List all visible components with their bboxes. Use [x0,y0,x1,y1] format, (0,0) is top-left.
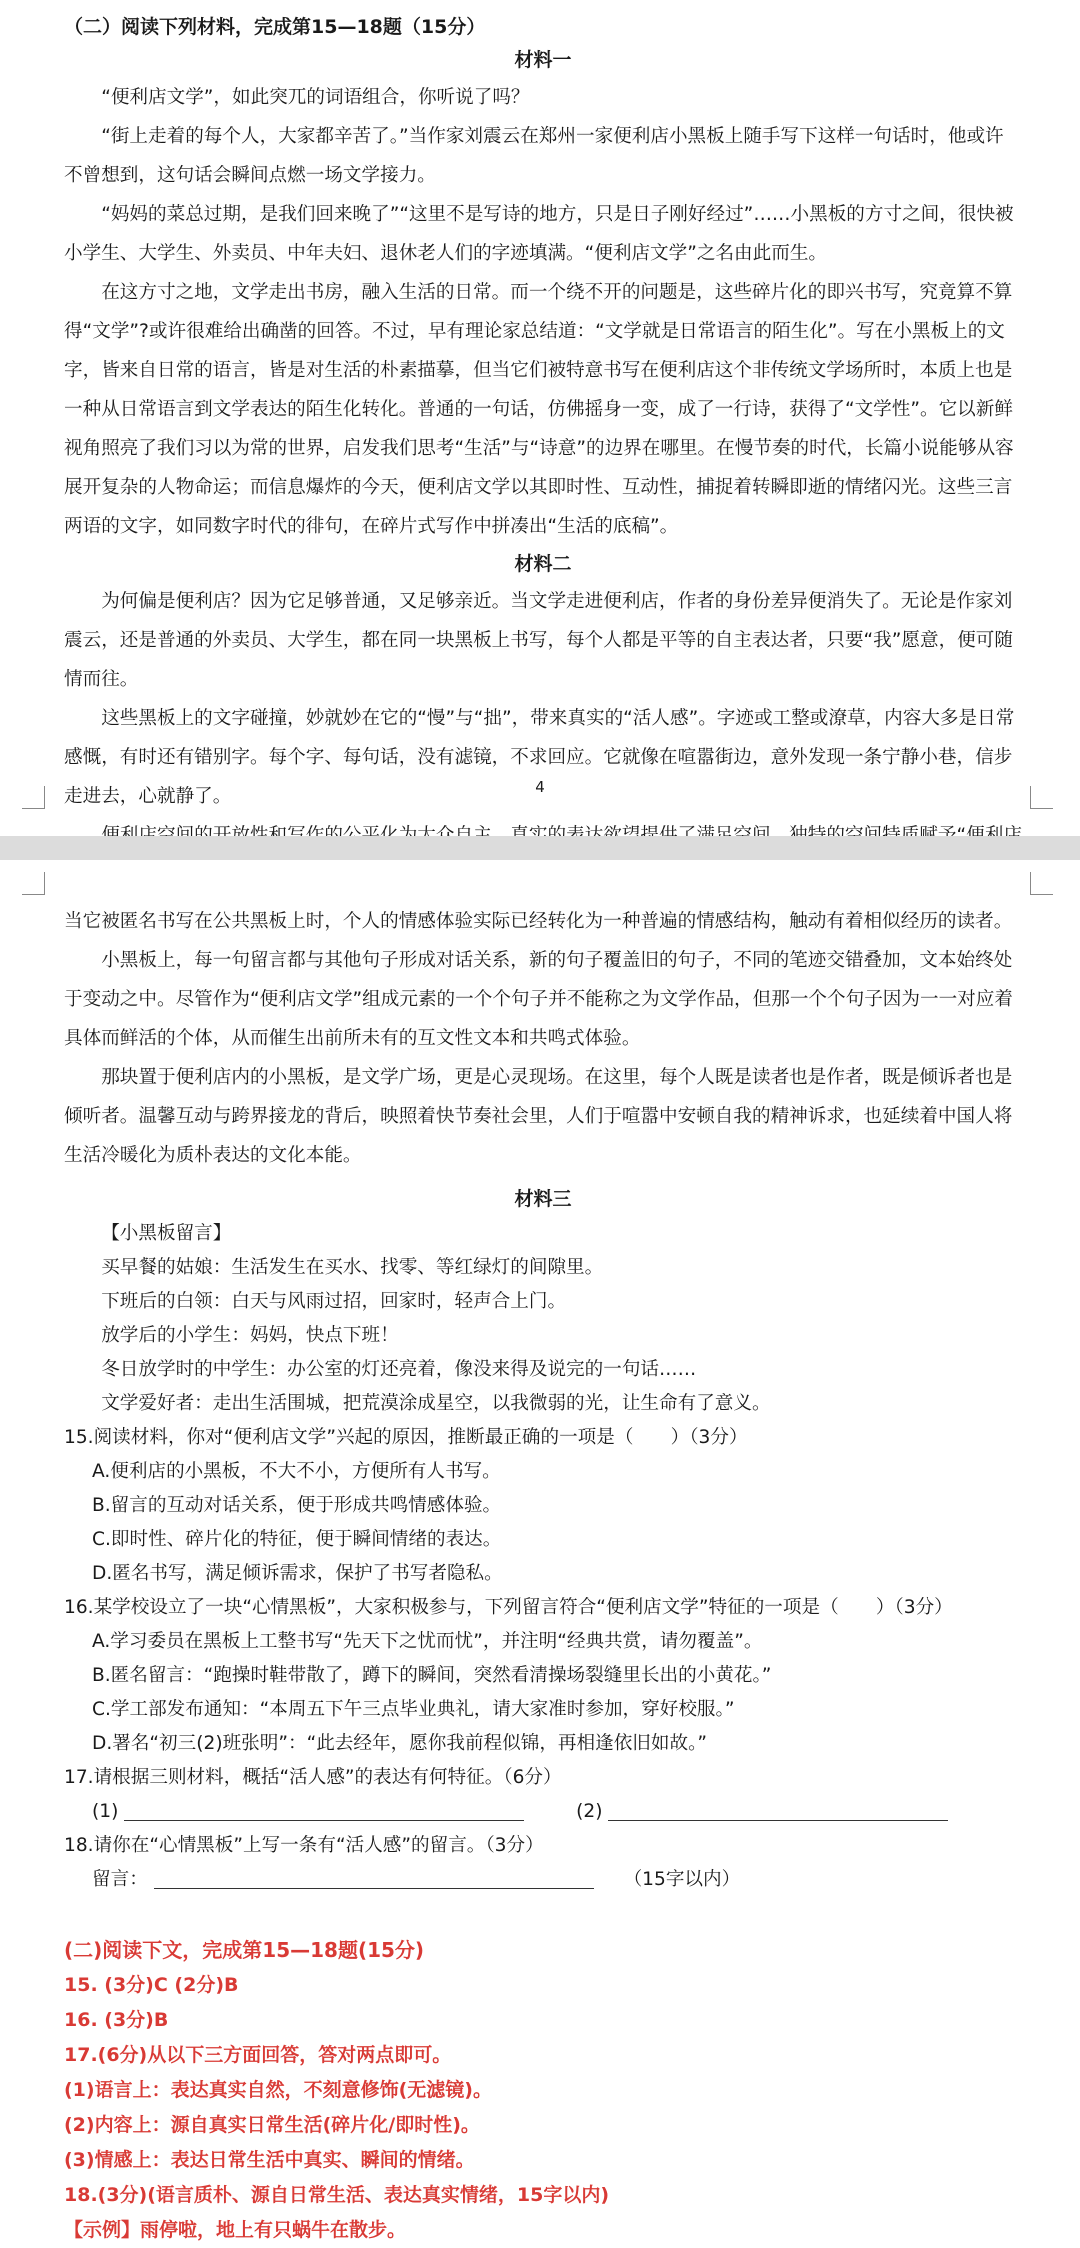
question-15-option-b: B.留言的互动对话关系，便于形成共鸣情感体验。 [92,1495,502,1516]
answer-blank-2[interactable] [608,1798,948,1821]
blackboard-message: 冬日放学时的中学生：办公室的灯还亮着，像没来得及说完的一句话…… [101,1359,697,1380]
question-16-stem: 16.某学校设立了一块“心情黑板”，大家积极参与，下列留言符合“便利店文学”特征的一项是（ ）（3分） [64,1597,953,1618]
question-16-option-c: C.学工部发布通知：“本周五下午三点毕业典礼，请大家准时参加，穿好校服。” [92,1699,735,1720]
blackboard-message: 买早餐的姑娘：生活发生在买水、找零、等红绿灯的间隙里。 [101,1257,604,1278]
page-number: 4 [535,778,545,796]
page-separator [0,836,1080,860]
blackboard-message: 放学后的小学生：妈妈，快点下班！ [101,1325,399,1346]
blackboard-label: 【小黑板留言】 [101,1223,232,1244]
question-16-option-a: A.学习委员在黑板上工整书写“先天下之忧而忧”，并注明“经典共赏，请勿覆盖”。 [92,1631,763,1652]
blackboard-message: 文学爱好者：走出生活围城，把荒漠涂成星空，以我微弱的光，让生命有了意义。 [101,1393,771,1414]
answer-example: 【示例】雨停啦，地上有只蜗牛在散步。 [64,2219,407,2241]
document-page-2 [0,860,1080,2241]
material-1-paragraph: “便利店文学”，如此突兀的词语组合，你听说了吗？ [101,87,530,108]
material-2-paragraph: 为何偏是便利店？因为它足够普通，又足够亲近。当文学走进便利店，作者的身份差异便消失了。无论是作家刘震云，还是普通的外卖员、大学生，都在同一块黑板上书写，每个人都是平等的自主表达者，只要“我”愿意，便可随情而往。 [64,591,1013,690]
answer-line: 15. (3分)C (2分)B [64,1974,239,1996]
section-title: （二）阅读下列材料，完成第15—18题（15分） [64,16,486,38]
answer-blank-1[interactable] [124,1798,524,1821]
blank-1-label: (1) [92,1801,119,1822]
question-17-stem: 17.请根据三则材料，概括“活人感”的表达有何特征。（6分） [64,1767,562,1788]
material-2-paragraph: 这些黑板上的文字碰撞，妙就妙在它的“慢”与“拙”，带来真实的“活人感”。字迹或工整或潦草，内容大多是日常感慨，有时还有错别字。每个字、每句话，没有滤镜，不求回应。它就像在喧嚣街边，意外发现一条宁静小巷，信步走进去，心就静了。 [64,708,1015,807]
question-17-blanks [64,1795,1022,1829]
material-1-title: 材料一 [514,49,572,71]
word-limit-note: （15字以内） [623,1869,741,1890]
question-15-stem: 15.阅读材料，你对“便利店文学”兴起的原因，推断最正确的一项是（ ）（3分） [64,1427,748,1448]
question-16-option-b: B.匿名留言：“跑操时鞋带散了，蹲下的瞬间，突然看清操场裂缝里长出的小黄花。” [92,1665,772,1686]
answer-line: (3)情感上：表达日常生活中真实、瞬间的情绪。 [64,2149,475,2171]
message-label: 留言： [92,1869,148,1890]
question-16-option-d: D.署名“初三(2)班张明”：“此去经年，愿你我前程似锦，再相逢依旧如故。” [92,1733,708,1754]
crop-mark [22,786,45,809]
crop-mark [22,872,45,895]
question-18-stem: 18.请你在“心情黑板”上写一条有“活人感”的留言。（3分） [64,1835,544,1856]
blackboard-message: 下班后的白领：白天与风雨过招，回家时，轻声合上门。 [101,1291,567,1312]
material-2-title: 材料二 [514,553,572,575]
blank-2-label: (2) [576,1801,603,1822]
document-page-1 [0,0,1080,836]
crop-mark [1030,786,1053,809]
material-3-title: 材料三 [514,1188,572,1210]
question-18-answer-line [64,1863,1022,1897]
answer-line: 17.(6分)从以下三方面回答，答对两点即可。 [64,2044,452,2066]
answer-line: 18.(3分)(语言质朴、源自日常生活、表达真实情绪，15字以内) [64,2184,610,2206]
question-15-option-a: A.便利店的小黑板，不大不小，方便所有人书写。 [92,1461,501,1482]
answer-line: 16. (3分)B [64,2009,169,2031]
question-15-option-d: D.匿名书写，满足倾诉需求，保护了书写者隐私。 [92,1563,503,1584]
answer-key [64,1933,1022,2248]
question-15-option-c: C.即时性、碎片化的特征，便于瞬间情绪的表达。 [92,1529,502,1550]
material-2-paragraph: 小黑板上，每一句留言都与其他句子形成对话关系，新的句子覆盖旧的句子，不同的笔迹交错叠加，文本始终处于变动之中。尽管作为“便利店文学”组成元素的一个个句子并不能称之为文学作品，但那一个个句子因为一一对应着具体而鲜活的个体，从而催生出前所未有的互文性文本和共鸣式体验。 [64,950,1013,1049]
answer-line: (1)语言上：表达真实自然，不刻意修饰(无滤镜)。 [64,2079,492,2101]
material-1-paragraph: “妈妈的菜总过期，是我们回来晚了”“这里不是写诗的地方，只是日子刚好经过”……小黑板的方寸之间，很快被小学生、大学生、外卖员、中年夫妇、退休老人们的字迹填满。“便利店文学”之名由此而生。 [64,204,1014,264]
material-2-paragraph: 那块置于便利店内的小黑板，是文学广场，更是心灵现场。在这里，每个人既是读者也是作者，既是倾诉者也是倾听者。温馨互动与跨界接龙的背后，映照着快节奏社会里，人们于喧嚣中安顿自我的精神诉求，也延续着中国人将生活冷暖化为质朴表达的文化本能。 [64,1067,1013,1166]
crop-mark [1030,872,1053,895]
material-1-paragraph: 在这方寸之地，文学走出书房，融入生活的日常。而一个绕不开的问题是，这些碎片化的即兴书写，究竟算不算得“文学”?或许很难给出确凿的回答。不过，早有理论家总结道：“文学就是日常语言的陌生化”。写在小黑板上的文字，皆来自日常的语言，皆是对生活的朴素描摹，但当它们被特意书写在便利店这个非传统文学场所时，本质上也是一种从日常语言到文学表达的陌生化转化。普通的一句话，仿佛摇身一变，成了一行诗，获得了“文学性”。它以新鲜视角照亮了我们习以为常的世界，启发我们思考“生活”与“诗意”的边界在哪里。在慢节奏的时代，长篇小说能够从容展开复杂的人物命运；而信息爆炸的今天，便利店文学以其即时性、互动性，捕捉着转瞬即逝的情绪闪光。这些三言两语的文字，如同数字时代的徘句，在碎片式写作中拼凑出“生活的底稿”。 [64,282,1014,537]
material-2-continued: 当它被匿名书写在公共黑板上时，个人的情感体验实际已经转化为一种普遍的情感结构，触动有着相似经历的读者。 [64,911,1013,932]
answer-key-title: (二)阅读下文，完成第15—18题(15分) [64,1938,425,1962]
material-1-paragraph: “街上走着的每个人，大家都辛苦了。”当作家刘震云在郑州一家便利店小黑板上随手写下这样一句话时，他或许不曾想到，这句话会瞬间点燃一场文学接力。 [64,126,1004,186]
message-blank[interactable] [154,1866,594,1889]
answer-line: (2)内容上：源自真实日常生活(碎片化/即时性)。 [64,2114,480,2136]
